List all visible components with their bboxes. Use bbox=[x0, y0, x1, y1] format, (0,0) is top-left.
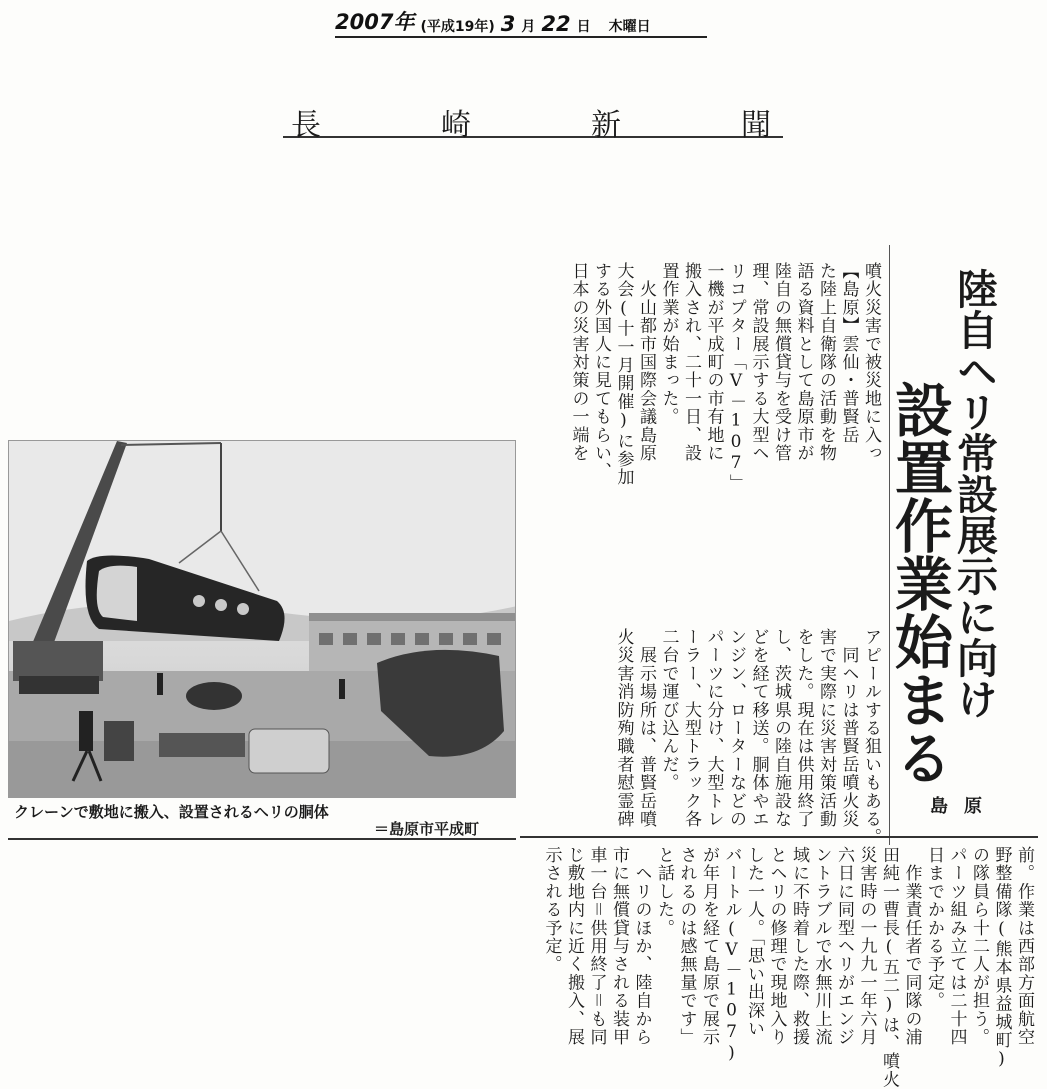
article-line: ントラブルで水無川上流 bbox=[811, 846, 832, 1047]
article-line: 車一台＝供用終了＝も同 bbox=[586, 846, 607, 1047]
article-line: 陸自の無償貸与を受け管 bbox=[771, 262, 791, 463]
headline-sub: 陸自ヘリ常設展示に向け bbox=[950, 268, 998, 719]
article-line: パーツ組み立ては二十四 bbox=[946, 846, 967, 1047]
article-line: 火山都市国際会議島原 bbox=[636, 262, 656, 463]
article-line: 日までかかる予定。 bbox=[924, 846, 944, 1010]
article-line: し、茨城県の陸自施設な bbox=[771, 628, 791, 829]
article-line: 二台で運び込んだ。 bbox=[658, 628, 679, 792]
article-line: た陸上自衛隊の活動を物 bbox=[816, 262, 836, 463]
news-photo bbox=[8, 440, 516, 798]
article-line: 噴火災害で被災地に入っ bbox=[861, 262, 881, 463]
article-line: 六日に同型ヘリがエンジ bbox=[834, 846, 854, 1047]
article-line: 作業責任者で同隊の浦 bbox=[901, 846, 922, 1047]
article-line: の隊員ら十二人が担う。 bbox=[969, 846, 989, 1047]
article-line: が年月を経て島原で展示 bbox=[699, 846, 719, 1047]
article-line: どを経て移送。胴体やエ bbox=[748, 628, 769, 829]
newspaper-name bbox=[283, 100, 783, 143]
article-line: 田純一曹長(五二)は、噴火 bbox=[879, 846, 899, 1089]
article-line: 市に無償貸与される装甲 bbox=[609, 846, 629, 1047]
date-month-unit: 月 bbox=[521, 19, 536, 35]
article-line: 同ヘリは普賢岳噴火災 bbox=[838, 628, 859, 829]
article-line: 置作業が始まった。 bbox=[658, 262, 679, 426]
article-line: バートル(V－107) bbox=[721, 846, 742, 1065]
article-block-top bbox=[567, 262, 882, 632]
article-line: 火災害消防殉職者慰霊碑 bbox=[613, 628, 634, 829]
photo-illustration bbox=[9, 441, 516, 798]
article-line: ンジン、ローターなどの bbox=[726, 628, 746, 829]
article-line: 域に不時着した際、救援 bbox=[789, 846, 809, 1047]
photo-caption: クレーンで敷地に搬入、設置されるヘリの胴体 bbox=[14, 803, 329, 821]
article-line: する外国人に見てもらい、 bbox=[591, 262, 611, 481]
paper-name-char: 崎 bbox=[441, 108, 475, 143]
column-rule bbox=[889, 245, 890, 845]
article-line: ヘリのほか、陸自から bbox=[631, 846, 652, 1047]
article-line: 語る資料として島原市が bbox=[793, 262, 814, 463]
place-tag: 島原 bbox=[930, 796, 998, 817]
date-day-unit: 日 bbox=[576, 19, 591, 35]
date-era: (平成19年) bbox=[420, 19, 495, 35]
article-line: リコプター「V－107」 bbox=[726, 262, 746, 493]
article-block-middle bbox=[612, 628, 882, 847]
article-line: 害で実際に災害対策活動 bbox=[816, 628, 836, 829]
article-line: されるのは感無量です」 bbox=[676, 846, 697, 1047]
article-line: 前。作業は西部方面航空 bbox=[1014, 846, 1034, 1047]
headline-main: 設置作業始まる bbox=[885, 380, 953, 786]
article-line: パーツに分け、大型トレ bbox=[703, 628, 724, 829]
article-line: 理、常設展示する大型ヘ bbox=[748, 262, 769, 463]
photo-caption-location: ＝島原市平成町 bbox=[374, 820, 480, 838]
article-line: をした。現在は供用終了 bbox=[793, 628, 814, 829]
paper-name-char: 新 bbox=[591, 108, 625, 143]
article-line: 日本の災害対策の一端を bbox=[568, 262, 589, 463]
paper-name-char: 長 bbox=[291, 108, 325, 143]
article-line: と話した。 bbox=[654, 846, 674, 937]
article-line: じ敷地内に近く搬入、展 bbox=[564, 846, 584, 1047]
date-day: 22 bbox=[541, 12, 571, 36]
article-line: ーラー、大型トラック各 bbox=[681, 628, 701, 829]
article-line: 示される予定。 bbox=[541, 846, 562, 974]
date-month: 3 bbox=[500, 12, 516, 36]
article-line: アピールする狙いもある。 bbox=[861, 628, 881, 847]
article-line: 【島原】雲仙・普賢岳 bbox=[838, 262, 859, 444]
date-year: 2007年 bbox=[335, 10, 415, 34]
article-line: した一人。「思い出深い bbox=[744, 846, 764, 1038]
article-line: 搬入され、二十一日、設 bbox=[681, 262, 701, 463]
date-weekday: 木曜日 bbox=[608, 19, 651, 35]
article-block-bottom bbox=[540, 846, 1035, 1089]
article-line: 大会(十一月開催)に参加 bbox=[613, 262, 634, 487]
article-line: 展示場所は、普賢岳噴 bbox=[636, 628, 656, 829]
article-line: 野整備隊(熊本県益城町) bbox=[991, 846, 1012, 1071]
article-line: とヘリの修理で現地入り bbox=[766, 846, 787, 1047]
article-line: 一機が平成町の市有地に bbox=[703, 262, 724, 463]
paper-name-char: 聞 bbox=[741, 108, 775, 143]
article-line: 災害時の一九九一年六月 bbox=[856, 846, 877, 1047]
date-line bbox=[335, 6, 707, 38]
